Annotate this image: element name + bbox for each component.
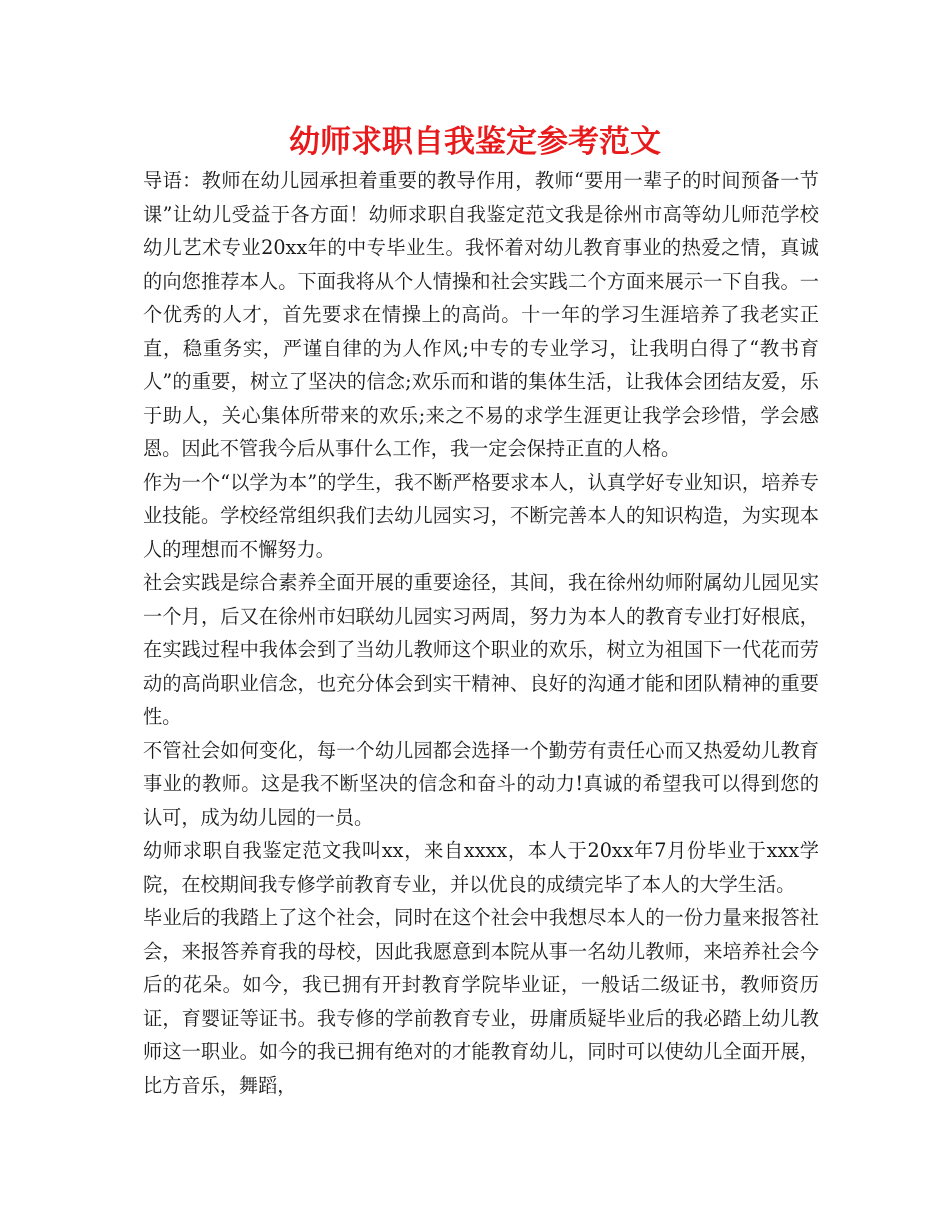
- document-title: 幼师求职自我鉴定参考范文: [289, 124, 661, 160]
- paragraph-practice: 社会实践是综合素养全面开展的重要途径，其间，我在徐州幼师附属幼儿园见实一个月，后又在徐州市妇联幼儿园实习两周，努力为本人的教育专业打好根底，在实践过程中我体会到了当幼儿教师这个职业的欢乐，树立为祖国下一代花而劳动的高尚职业信念，也充分体会到实干精神、良好的沟通才能和团队精神的重要性。: [143, 571, 819, 728]
- document-body: [143, 164, 819, 1102]
- paragraph-second-sample: 幼师求职自我鉴定范文我叫xx，来自xxxx，本人于20xx年7月份毕业于xxx学院，在校期间我专修学前教育专业，并以优良的成绩完毕了本人的大学生活。: [143, 839, 819, 896]
- paragraph-after-graduation: 毕业后的我踏上了这个社会，同时在这个社会中我想尽本人的一份力量来报答社会，来报答养育我的母校，因此我愿意到本院从事一名幼儿教师，来培养社会今后的花朵。如今，我已拥有开封教育学院毕业证，一般话二级证书，教师资历证，育婴证等证书。我专修的学前教育专业，毋庸质疑毕业后的我必踏上幼儿教师这一职业。如今的我已拥有绝对的才能教育幼儿，同时可以使幼儿全面开展，比方音乐，舞蹈，: [143, 906, 819, 1097]
- paragraph-intro: 导语：教师在幼儿园承担着重要的教导作用，教师“要用一辈子的时间预备一节课”让幼儿受益于各方面！幼师求职自我鉴定范文我是徐州市高等幼儿师范学校幼儿艺术专业20xx年的中专毕业生。我怀着对幼儿教育事业的热爱之情，真诚的向您推荐本人。下面我将从个人情操和社会实践二个方面来展示一下自我。一个优秀的人才，首先要求在情操上的高尚。十一年的学习生涯培养了我老实正直，稳重务实，严谨自律的为人作风;中专的专业学习，让我明白得了“教书育人”的重要，树立了坚决的信念;欢乐而和谐的集体生活，让我体会团结友爱，乐于助人，关心集体所带来的欢乐;来之不易的求学生涯更让我学会珍惜，学会感恩。因此不管我今后从事什么工作，我一定会保持正直的人格。: [143, 169, 819, 460]
- paragraph-belief: 不管社会如何变化，每一个幼儿园都会选择一个勤劳有责任心而又热爱幼儿教育事业的教师。这是我不断坚决的信念和奋斗的动力!真诚的希望我可以得到您的认可，成为幼儿园的一员。: [143, 738, 819, 829]
- paragraph-study: 作为一个“以学为本”的学生，我不断严格要求本人，认真学好专业知识，培养专业技能。学校经常组织我们去幼儿园实习，不断完善本人的知识构造，为实现本人的理想而不懈努力。: [143, 470, 819, 561]
